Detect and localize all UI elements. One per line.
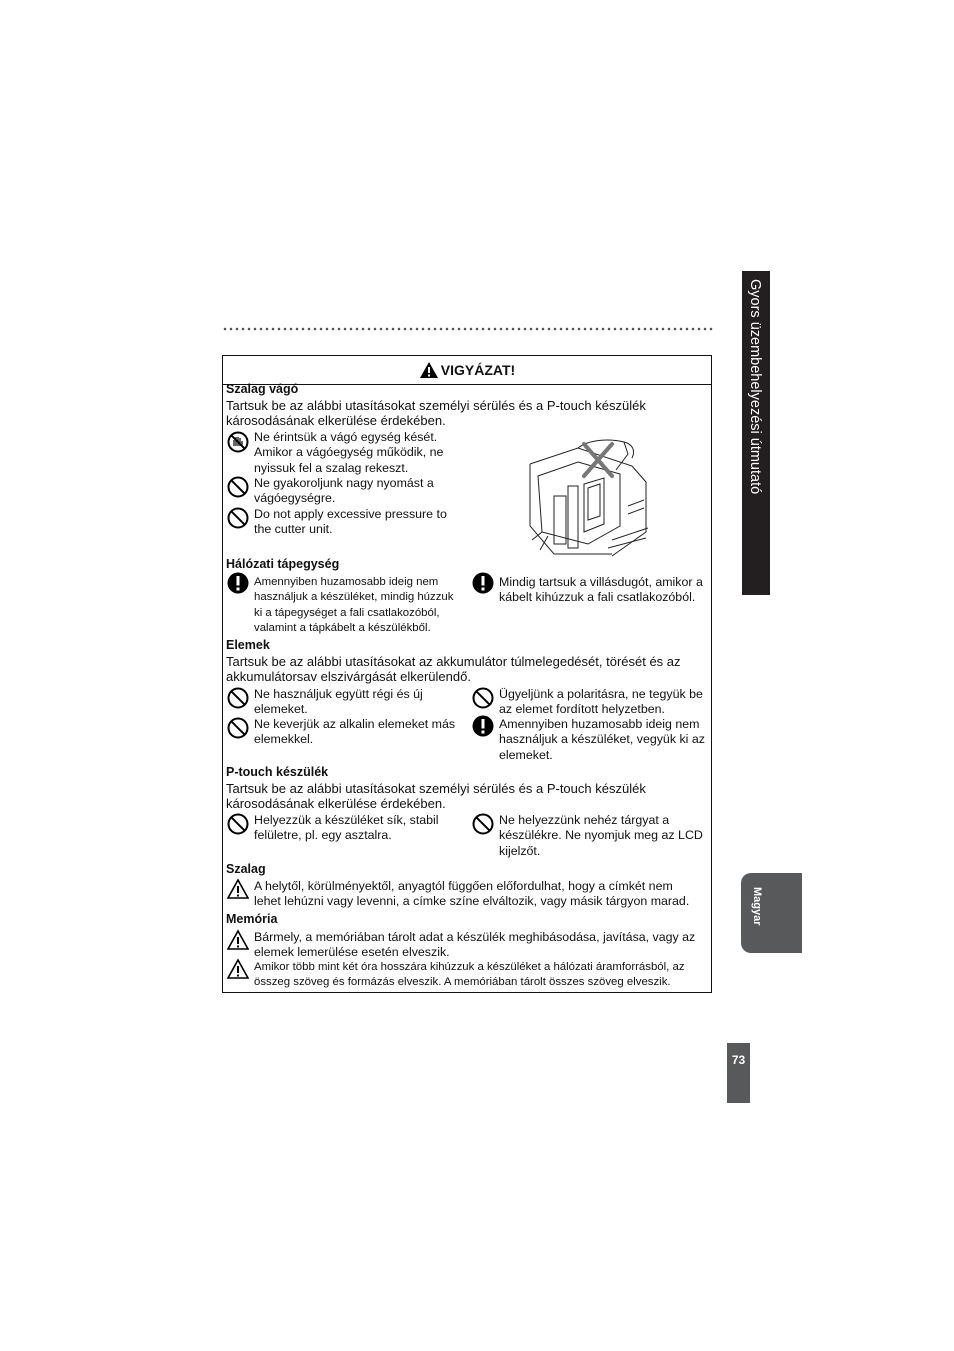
batteries-r2-line: elemeket. <box>499 747 553 762</box>
cutter-illustration <box>528 436 650 558</box>
tape-heading: Szalag <box>226 862 266 876</box>
adapter-heading: Hálózati tápegység <box>226 557 340 571</box>
cutter-item1-line: Ne érintsük a vágó egység kését. <box>254 430 438 444</box>
cutter-item3-line: Do not apply excessive pressure to <box>254 507 447 521</box>
side-tab-label: Gyors üzembehelyezési útmutató <box>747 279 763 495</box>
ptouch-r1-line: készülékre. Ne nyomjuk meg az LCD <box>499 828 703 843</box>
cutter-item1-line: Amikor a vágóegység működik, ne <box>254 445 444 460</box>
ptouch-heading: P-touch készülék <box>226 765 329 779</box>
mandatory-icon <box>472 715 494 737</box>
ptouch-r1-line: kijelzőt. <box>499 843 541 858</box>
batteries-l1-line: Ne használjuk együtt régi és új <box>254 687 423 701</box>
memory-t2-line: Amikor több mint két óra hosszára kihúzzuk a készüléket a hálózati áramforrásból, az <box>254 961 685 973</box>
language-tab-label: Magyar <box>751 887 763 926</box>
cutter-item1-line: nyissuk fel a szalag rekeszt. <box>254 460 409 475</box>
adapter-right-line: Mindig tartsuk a villásdugót, amikor a <box>499 575 703 589</box>
adapter-left-line: ki a tápegységet a fali csatlakozóból, <box>254 606 440 619</box>
memory-t1-line: Bármely, a memóriában tárolt adat a készülék meghibásodása, javítása, vagy az <box>254 930 696 944</box>
prohibited-icon <box>472 813 494 835</box>
batteries-intro: Tartsuk be az alábbi utasításokat az akkumulátor túlmelegedését, törését és az akkumulátorsav elszivárgását elkerülendő. <box>226 654 681 684</box>
cutter-item2-line: vágóegységre. <box>254 491 336 506</box>
section-side-tab <box>742 271 770 595</box>
caution-header <box>223 356 711 385</box>
prohibited-icon <box>227 687 249 709</box>
ptouch-l1-line: felületre, pl. egy asztalra. <box>254 828 392 843</box>
page-number: 73 <box>727 1043 750 1103</box>
batteries-r1-line: az elemet fordított helyzetben. <box>499 702 665 717</box>
cutter-item3-line: the cutter unit. <box>254 522 333 537</box>
tape-line: lehet lehúzni vagy levenni, a címke színe elváltozik, vagy másik tárgyon marad. <box>254 894 690 909</box>
batteries-l2-line: Ne keverjük az alkalin elemeket más <box>254 717 456 731</box>
adapter-left-line: Amennyiben huzamosabb ideig nem <box>254 576 439 588</box>
prohibited-icon <box>472 687 494 709</box>
batteries-r1-line: Ügyeljünk a polaritásra, ne tegyük be <box>499 687 703 701</box>
tape-line: A helytől, körülményektől, anyagtól függően előfordulhat, hogy a címkét nem <box>254 879 673 893</box>
batteries-l2-line: elemekkel. <box>254 732 314 747</box>
cutter-item2-line: Ne gyakoroljunk nagy nyomást a <box>254 476 434 490</box>
caution-triangle-icon <box>227 929 249 951</box>
dotted-divider <box>222 326 714 332</box>
language-tab <box>741 873 802 953</box>
memory-t2-line: összeg szöveg és formázás elveszik. A memóriában tárolt összes szöveg elveszik. <box>254 976 671 989</box>
prohibited-icon <box>227 813 249 835</box>
warning-triangle-icon <box>419 361 439 379</box>
adapter-left-line: használjuk a készüléket, mindig húzzuk <box>254 591 454 604</box>
batteries-r2-line: használjuk a készüléket, vegyük ki az <box>499 732 705 747</box>
batteries-l1-line: elemeket. <box>254 702 308 717</box>
prohibited-icon <box>227 507 249 529</box>
no-touch-icon <box>227 431 249 453</box>
caution-triangle-icon <box>227 878 249 900</box>
caution-title: VIGYÁZAT! <box>440 362 516 378</box>
caution-triangle-icon <box>227 958 249 980</box>
ptouch-intro: Tartsuk be az alábbi utasításokat személyi sérülés és a P-touch készülék károsodásának elkerülése érdekében. <box>226 781 646 811</box>
memory-t1-line: elemek lemerülése esetén elveszik. <box>254 945 450 960</box>
prohibited-icon <box>227 717 249 739</box>
memory-heading: Memória <box>226 912 278 926</box>
adapter-left-line: valamint a tápkábelt a készülékből. <box>254 621 431 634</box>
prohibited-icon <box>227 476 249 498</box>
cutter-intro: Tartsuk be az alábbi utasításokat személyi sérülés és a P-touch készülék károsodásának elkerülése érdekében. <box>226 398 646 428</box>
batteries-heading: Elemek <box>226 638 270 652</box>
ptouch-l1-line: Helyezzük a készüléket sík, stabil <box>254 813 439 827</box>
mandatory-icon <box>472 572 494 594</box>
adapter-right-line: kábelt kihúzzuk a fali csatlakozóból. <box>499 590 696 605</box>
ptouch-r1-line: Ne helyezzünk nehéz tárgyat a <box>499 813 670 827</box>
mandatory-icon <box>227 572 249 594</box>
batteries-r2-line: Amennyiben huzamosabb ideig nem <box>499 717 700 731</box>
cutter-heading: Szalag vágó <box>226 382 299 396</box>
